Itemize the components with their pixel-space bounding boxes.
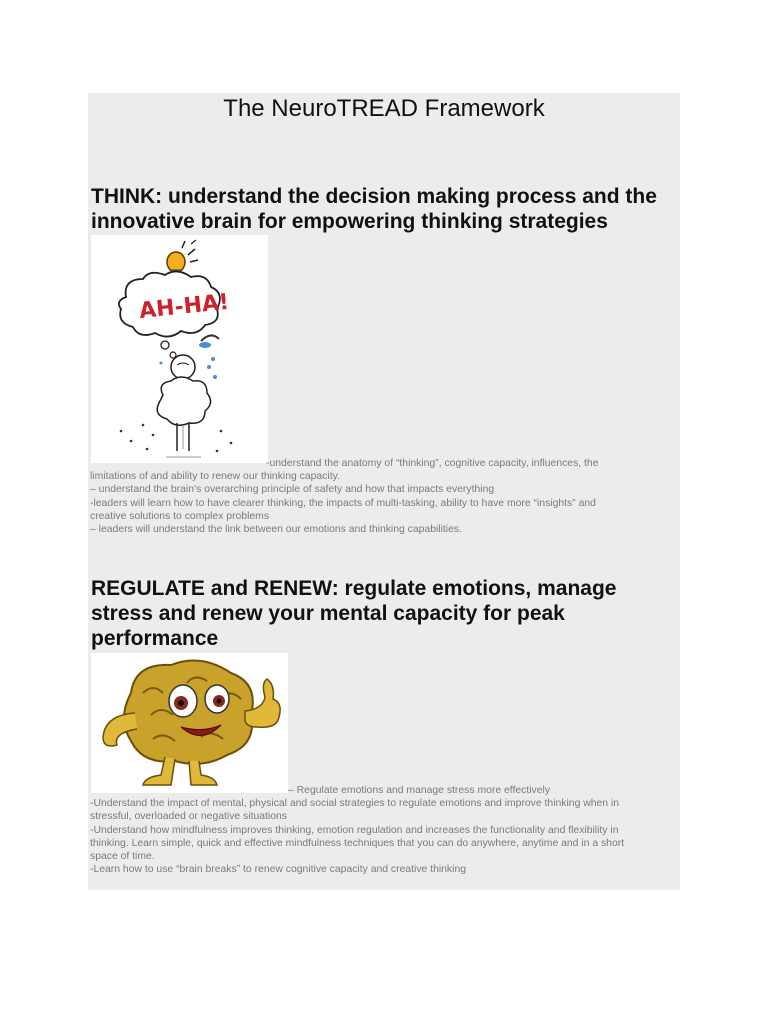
think-bullet-list [90,457,678,536]
list-item: -Understand how mindfulness improves thinking, emotion regulation and increases the functionality and flexibility in [90,824,619,836]
ah-ha-cartoon-image [91,235,268,463]
lightbulb-icon [167,240,198,276]
regulate-bullet-list [90,784,678,876]
brain-cartoon-image [91,653,288,793]
list-item: space of time. [90,851,155,863]
list-item: -Understand the impact of mental, physical and social strategies to regulate emotions and improve thinking when in [90,798,620,810]
list-item: -understand the anatomy of “thinking”, cognitive capacity, influences, the [266,458,599,469]
list-item: -leaders will learn how to have clearer thinking, the impacts of multi-tasking, ability to have more “insights” and [90,497,596,509]
list-item: -Learn how to use “brain breaks” to renew cognitive capacity and creative thinking [90,864,466,876]
list-item: – Regulate emotions and manage stress more effectively [288,785,551,796]
page-title: The NeuroTREAD Framework [223,95,545,122]
ah-ha-cartoon-illustration [91,235,268,463]
list-item: – understand the brain’s overarching principle of safety and how that impacts everything [90,484,495,496]
regulate-renew-heading: REGULATE and RENEW: regulate emotions, manage stress and renew your mental capacity for peak performance [91,577,617,650]
brain-thumbs-up-illustration [91,653,288,793]
list-item: stressful, overloaded or negative situations [90,811,287,823]
list-item: – leaders will understand the link between our emotions and thinking capabilities. [90,524,462,536]
list-item: thinking. Learn simple, quick and effective mindfulness techniques that you can do anywhere, anytime and in a short [90,837,625,849]
list-item: limitations of and ability to renew our thinking capacity. [90,471,340,483]
think-heading: THINK: understand the decision making process and the innovative brain for empowering thinking strategies [91,185,657,233]
svg-text:AH-HA!: AH-HA! [138,289,231,325]
list-item: creative solutions to complex problems [90,510,270,522]
document-page [88,93,680,890]
